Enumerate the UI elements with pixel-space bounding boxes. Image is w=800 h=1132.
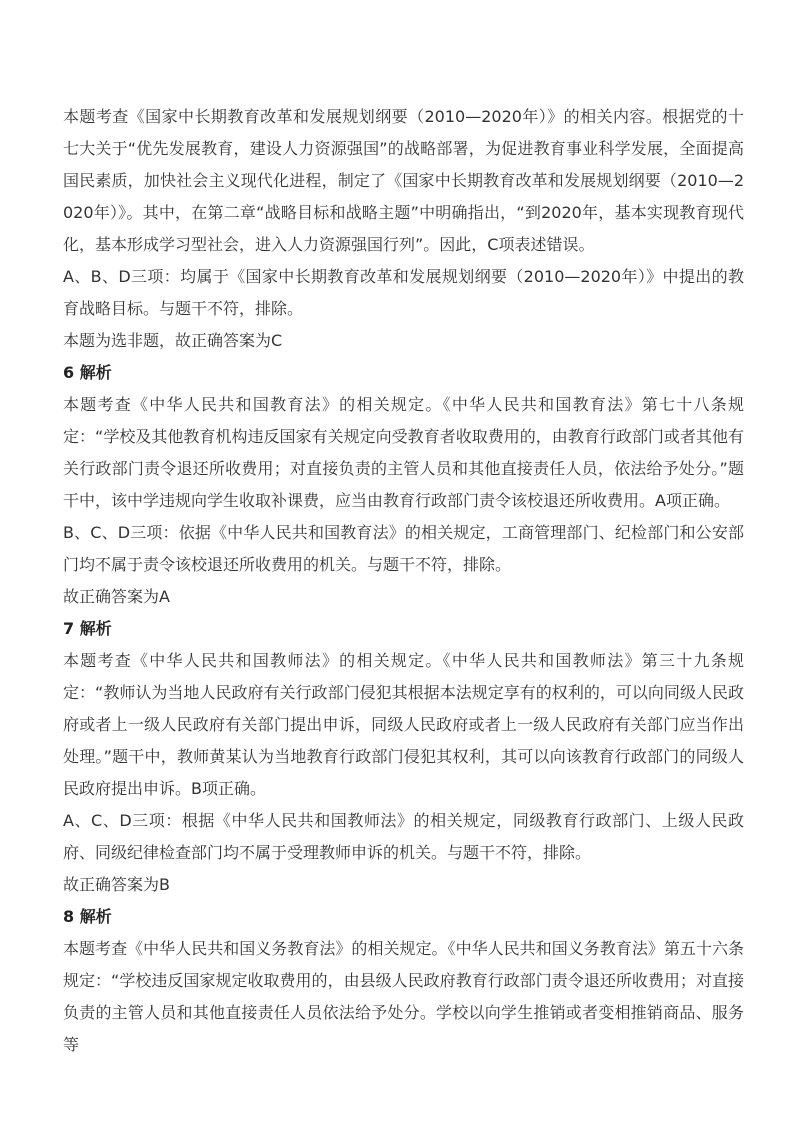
paragraph-q7-options: A、C、D三项：根据《中华人民共和国教师法》的相关规定，同级教育行政部门、上级人民政府、同级纪律检查部门均不属于受理教师申诉的机关。与题干不符，排除。 (63, 811, 744, 862)
heading-q8: 8 解析 (63, 907, 112, 926)
paragraph-q6-answer: 故正确答案为A (63, 587, 170, 606)
paragraph-q5-answer: 本题为选非题，故正确答案为C (63, 331, 283, 350)
paragraph-q6-analysis: 本题考查《中华人民共和国教育法》的相关规定。《中华人民共和国教育法》第七十八条规定：“学校及其他教育机构违反国家有关规定向受教育者收取费用的，由教育行政部门或者其他有关行政部门责令退还所收费用；对直接负责的主管人员和其他直接责任人员，依法给予处分。”题干中，该中学违规向学生收取补课费，应当由教育行政部门责令该校退还所收费用。A项正确。 (63, 395, 744, 510)
paragraph-q8-analysis: 本题考查《中华人民共和国义务教育法》的相关规定。《中华人民共和国义务教育法》第五十六条规定：“学校违反国家规定收取费用的，由县级人民政府教育行政部门责令退还所收费用；对直接负责的主管人员和其他直接责任人员依法给予处分。学校以向学生推销或者变相推销商品、服务等 (63, 939, 744, 1054)
paragraph-q5-analysis: 本题考查《国家中长期教育改革和发展规划纲要（2010—2020年）》的相关内容。根据党的十七大关于“优先发展教育，建设人力资源强国”的战略部署，为促进教育事业科学发展，全面提高国民素质，加快社会主义现代化进程，制定了《国家中长期教育改革和发展规划纲要（2010—2020年）》。其中，在第二章“战略目标和战略主题”中明确指出，“到2020年，基本实现教育现代化，基本形成学习型社会，进入人力资源强国行列”。因此，C项表述错误。 (63, 107, 744, 254)
paragraph-q5-options: A、B、D三项：均属于《国家中长期教育改革和发展规划纲要（2010—2020年）》中提出的教育战略目标。与题干不符，排除。 (63, 267, 744, 318)
paragraph-q7-analysis: 本题考查《中华人民共和国教师法》的相关规定。《中华人民共和国教师法》第三十九条规定：“教师认为当地人民政府有关行政部门侵犯其根据本法规定享有的权利的，可以向同级人民政府或者上一级人民政府有关部门提出申诉，同级人民政府或者上一级人民政府有关部门应当作出处理。”题干中，教师黄某认为当地教育行政部门侵犯其权利，其可以向该教育行政部门的同级人民政府提出申诉。B项正确。 (63, 651, 744, 798)
paragraph-q6-options: B、C、D三项：依据《中华人民共和国教育法》的相关规定，工商管理部门、纪检部门和公安部门均不属于责令该校退还所收费用的机关。与题干不符，排除。 (63, 523, 744, 574)
heading-q6: 6 解析 (63, 363, 112, 382)
paragraph-q7-answer: 故正确答案为B (63, 875, 170, 894)
heading-q7: 7 解析 (63, 619, 112, 638)
